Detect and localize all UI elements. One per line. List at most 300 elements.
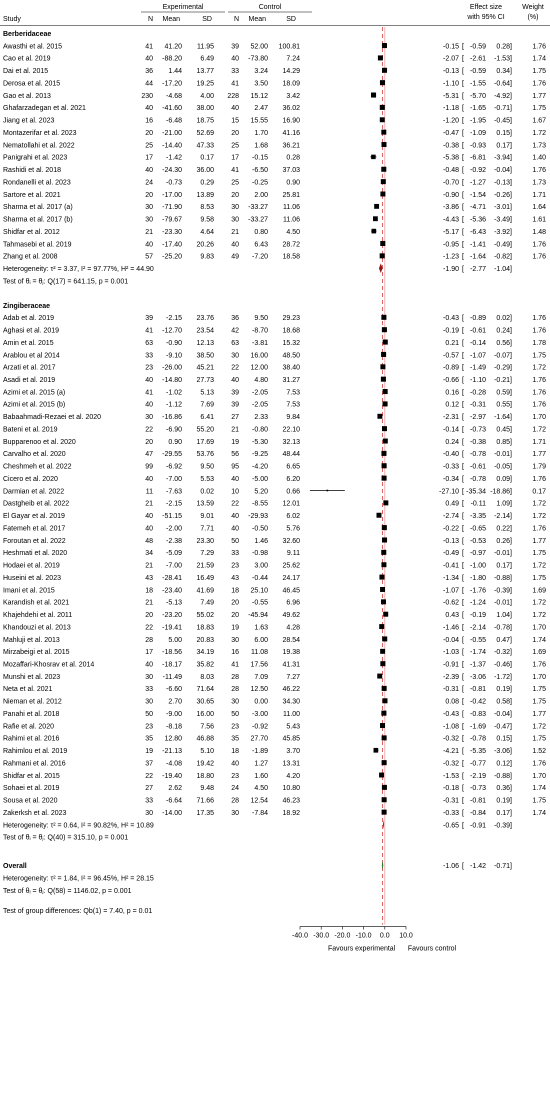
ci-lower: -1.76 <box>470 587 486 595</box>
ci-upper: -3.01] <box>494 204 512 212</box>
ci-upper: 0.36] <box>496 785 512 793</box>
ctrl-n: 41 <box>231 661 239 669</box>
ctrl-sd: 6.20 <box>286 475 300 483</box>
ci-upper: -0.71] <box>494 105 512 113</box>
exp-sd: 7.71 <box>200 525 214 533</box>
weight: 1.72 <box>532 129 546 137</box>
ctrl-sd: 14.29 <box>282 68 300 76</box>
exp-mean: -1.02 <box>166 389 182 397</box>
exp-n: 17 <box>145 154 153 162</box>
header-exp-n: N <box>147 16 153 23</box>
table-row <box>3 599 546 606</box>
ci-lower: -0.61 <box>470 463 486 471</box>
ci-bracket-open: [ <box>462 698 464 706</box>
ctrl-sd: 0.66 <box>286 488 300 496</box>
group-pooled-lower: -0.91 <box>470 822 486 830</box>
exp-sd: 13.89 <box>196 191 214 199</box>
weight: 1.69 <box>532 649 546 657</box>
ctrl-mean: -3.00 <box>252 710 268 718</box>
ctrl-sd: 13.31 <box>282 760 300 768</box>
exp-n: 30 <box>145 414 153 422</box>
ctrl-n: 23 <box>231 562 239 570</box>
ci-lower: -0.84 <box>470 809 486 817</box>
point-estimate-marker <box>381 130 386 135</box>
ctrl-mean: 0.80 <box>254 228 268 236</box>
ctrl-mean: -0.80 <box>252 426 268 434</box>
table-row <box>3 414 546 421</box>
ctrl-n: 228 <box>227 92 239 100</box>
ctrl-sd: 19.38 <box>282 649 300 657</box>
point-estimate-marker <box>382 525 387 530</box>
point-estimate-marker <box>380 105 385 110</box>
study-name: Babaahmadi-Rezaei et al. 2020 <box>3 414 102 422</box>
ci-bracket-open: [ <box>462 228 464 236</box>
weight: 1.73 <box>532 179 546 187</box>
weight: 1.76 <box>532 253 546 261</box>
point-estimate-marker <box>373 216 378 221</box>
exp-sd: 6.49 <box>200 55 214 63</box>
study-name: Arzati et al. 2017 <box>3 364 56 372</box>
ci-bracket-open: [ <box>462 661 464 669</box>
table-row <box>3 93 546 100</box>
ctrl-sd: 0.28 <box>286 154 300 162</box>
ci-upper: -0.04] <box>494 710 512 718</box>
ctrl-sd: 18.58 <box>282 253 300 261</box>
point-estimate-marker <box>377 414 382 419</box>
effect-size: -1.18 <box>443 105 459 113</box>
point-estimate-marker <box>382 68 387 73</box>
ci-lower: -0.93 <box>470 142 486 150</box>
table-row <box>3 80 546 87</box>
exp-n: 44 <box>145 80 153 88</box>
ctrl-sd: 11.06 <box>283 216 300 224</box>
ci-bracket-open: [ <box>462 191 464 199</box>
ci-upper: -3.49] <box>494 216 512 224</box>
ctrl-sd: 11.00 <box>283 710 300 718</box>
overall-homogeneity-test: Test of θᵢ = θⱼ: Q(58) = 1146.02, p = 0.001 <box>3 887 132 895</box>
ctrl-sd: 31.27 <box>282 376 300 384</box>
header-exp-sd: SD <box>202 16 212 23</box>
ci-bracket-open: [ <box>462 105 464 113</box>
ci-lower: -0.42 <box>470 698 486 706</box>
study-name: Awasthi et al. 2015 <box>3 43 63 51</box>
exp-n: 33 <box>145 686 153 694</box>
ctrl-n: 63 <box>231 339 239 347</box>
exp-sd: 8.03 <box>200 673 214 681</box>
study-name: Tahmasebi et al. 2019 <box>3 241 72 249</box>
table-row <box>3 327 546 334</box>
exp-mean: -21.00 <box>162 129 182 137</box>
table-row <box>3 711 546 718</box>
exp-sd: 17.35 <box>196 809 214 817</box>
ctrl-sd: 28.54 <box>282 636 300 644</box>
ctrl-n: 30 <box>231 352 239 360</box>
group-difference-test: Test of group differences: Qb(1) = 7.40, p = 0.01 <box>3 908 153 916</box>
effect-size: -0.66 <box>443 376 459 384</box>
study-name: Rashidi et al. 2018 <box>3 167 61 175</box>
exp-sd: 20.83 <box>196 636 214 644</box>
weight: 1.73 <box>532 142 546 150</box>
ci-lower: -1.55 <box>470 80 486 88</box>
ci-upper: 0.59] <box>496 389 512 397</box>
ci-bracket-open: [ <box>462 500 464 508</box>
table-row <box>3 562 546 569</box>
point-estimate-marker <box>371 155 375 159</box>
exp-mean: 0.90 <box>168 438 182 446</box>
weight: 1.72 <box>532 599 546 607</box>
ci-upper: -0.64] <box>494 80 512 88</box>
ci-lower: -1.41 <box>470 241 486 249</box>
study-name: Rahimlou et al. 2019 <box>3 748 68 756</box>
exp-n: 18 <box>145 587 153 595</box>
weight: 1.76 <box>532 327 546 335</box>
ctrl-mean: 4.50 <box>254 785 268 793</box>
weight: 1.72 <box>532 513 546 521</box>
point-estimate-marker <box>377 674 382 679</box>
ci-upper: -3.94] <box>494 154 512 162</box>
ctrl-mean: 0.00 <box>254 698 268 706</box>
table-row <box>3 451 546 458</box>
exp-sd: 46.88 <box>196 735 214 743</box>
weight: 1.76 <box>532 376 546 384</box>
table-row <box>3 352 546 359</box>
ci-lower: -4.71 <box>470 204 486 212</box>
ctrl-n: 28 <box>231 673 239 681</box>
ci-lower: -0.65 <box>470 525 486 533</box>
exp-n: 20 <box>145 129 153 137</box>
effect-size: -0.13 <box>443 537 459 545</box>
ctrl-sd: 100.81 <box>278 43 300 51</box>
ci-bracket-open: [ <box>462 179 464 187</box>
header-study: Study <box>3 16 21 23</box>
ctrl-sd: 28.72 <box>282 241 300 249</box>
ctrl-mean: 12.50 <box>250 686 268 694</box>
point-estimate-marker <box>372 229 377 234</box>
exp-sd: 5.10 <box>200 748 214 756</box>
ci-lower: -2.61 <box>470 55 486 63</box>
ci-upper: 0.02] <box>496 315 512 323</box>
ci-upper: -0.26] <box>494 191 512 199</box>
exp-mean: -14.00 <box>162 809 182 817</box>
point-estimate-marker <box>381 451 386 456</box>
study-name: Shidfar et al. 2015 <box>3 772 60 780</box>
exp-n: 20 <box>145 612 153 620</box>
ci-bracket-open: [ <box>462 710 464 718</box>
ci-lower: -0.55 <box>470 636 486 644</box>
study-name: Sharma et al. 2017 (b) <box>3 216 73 224</box>
ci-lower: -2.97 <box>470 414 486 422</box>
study-name: Rahmani et al. 2016 <box>3 760 66 768</box>
table-row <box>3 377 546 384</box>
point-estimate-marker <box>374 204 379 209</box>
ctrl-mean: 12.00 <box>250 364 268 372</box>
table-row <box>3 636 546 643</box>
exp-mean: -17.00 <box>162 191 182 199</box>
ci-bracket-open: [ <box>462 475 464 483</box>
table-row <box>3 167 546 174</box>
exp-n: 22 <box>145 624 153 632</box>
ctrl-mean: -0.25 <box>252 179 268 187</box>
point-estimate-marker <box>382 760 387 765</box>
point-estimate-marker <box>381 352 386 357</box>
exp-sd: 18.80 <box>196 772 214 780</box>
weight: 1.76 <box>532 475 546 483</box>
overall-effect: -1.06 <box>443 863 459 871</box>
study-name: Imani et al. 2015 <box>3 587 55 595</box>
effect-size: -1.08 <box>443 723 459 731</box>
exp-mean: -21.13 <box>162 748 182 756</box>
table-row <box>3 43 546 50</box>
ci-upper: -1.72] <box>494 673 512 681</box>
ctrl-n: 15 <box>231 117 239 125</box>
ctrl-n: 17 <box>231 154 239 162</box>
exp-n: 17 <box>145 649 153 657</box>
ctrl-sd: 5.43 <box>286 723 300 731</box>
ci-upper: 0.34] <box>496 68 512 76</box>
exp-sd: 12.13 <box>196 339 214 347</box>
table-row <box>3 204 546 211</box>
point-estimate-marker <box>380 241 385 246</box>
ci-lower: -1.74 <box>470 649 486 657</box>
effect-size: -2.07 <box>443 55 459 63</box>
ci-bracket-open: [ <box>462 129 464 137</box>
ctrl-mean: -8.70 <box>252 327 268 335</box>
exp-sd: 19.42 <box>196 760 214 768</box>
header-ctrl-n: N <box>233 16 239 23</box>
ci-bracket-open: [ <box>462 587 464 595</box>
group-heterogeneity: Heterogeneity: τ² = 0.64, I² = 90.82%, H² = 10.89 <box>3 822 154 830</box>
x-axis-tick-label: -30.0 <box>313 932 330 940</box>
ctrl-n: 35 <box>231 735 239 743</box>
exp-mean: -9.10 <box>166 352 182 360</box>
ctrl-sd: 36.02 <box>282 105 300 113</box>
exp-mean: -23.20 <box>162 612 182 620</box>
ctrl-n: 27 <box>231 414 239 422</box>
effect-size: -5.38 <box>443 154 459 162</box>
ctrl-mean: -3.81 <box>252 339 268 347</box>
point-estimate-marker <box>379 773 384 778</box>
ci-lower: -1.49 <box>470 364 486 372</box>
effect-size: -2.74 <box>443 513 459 521</box>
header-effect-size: Effect size <box>469 4 503 11</box>
header-weight-unit: (%) <box>527 14 539 21</box>
study-name: Panigrahi et al. 2023 <box>3 154 68 162</box>
exp-n: 40 <box>145 241 153 249</box>
ctrl-mean: -0.50 <box>252 525 268 533</box>
ci-upper: 0.17] <box>496 809 512 817</box>
point-estimate-marker <box>376 513 381 518</box>
effect-size: 0.12 <box>445 401 459 409</box>
point-estimate-marker <box>374 748 379 753</box>
exp-n: 21 <box>145 599 153 607</box>
ci-bracket-open: [ <box>462 723 464 731</box>
ctrl-sd: 0.90 <box>286 179 300 187</box>
ci-bracket-open: [ <box>462 315 464 323</box>
point-estimate-marker <box>381 599 386 604</box>
exp-sd: 5.13 <box>200 389 214 397</box>
ci-bracket-open: [ <box>462 735 464 743</box>
exp-n: 30 <box>145 673 153 681</box>
ctrl-n: 49 <box>231 253 239 261</box>
effect-size: -0.41 <box>443 562 459 570</box>
table-row <box>3 810 546 817</box>
ctrl-mean: -9.25 <box>252 451 268 459</box>
ctrl-sd: 32.13 <box>282 438 300 446</box>
ci-upper: 0.19] <box>496 686 512 694</box>
point-estimate-marker <box>380 587 385 592</box>
ci-lower: -1.64 <box>470 253 486 261</box>
ctrl-n: 43 <box>231 574 239 582</box>
exp-n: 47 <box>145 451 153 459</box>
ctrl-sd: 12.01 <box>282 500 300 508</box>
ctrl-mean: -1.89 <box>252 748 268 756</box>
point-estimate-marker <box>383 612 388 617</box>
ctrl-mean: 1.68 <box>254 142 268 150</box>
ci-upper: -3.06] <box>494 748 512 756</box>
exp-n: 40 <box>145 376 153 384</box>
ci-upper: 0.15] <box>496 735 512 743</box>
ci-upper: 0.47] <box>496 636 512 644</box>
effect-size: 0.16 <box>445 389 459 397</box>
ctrl-n: 28 <box>231 686 239 694</box>
ctrl-mean: -29.93 <box>248 513 268 521</box>
study-name: Shidfar et al. 2012 <box>3 228 60 236</box>
table-row <box>3 241 546 248</box>
ctrl-n: 22 <box>231 500 239 508</box>
ctrl-mean: 12.54 <box>250 797 268 805</box>
ci-lower: -0.97 <box>470 550 486 558</box>
exp-n: 21 <box>145 228 153 236</box>
study-name: Ghafarzadegan et al. 2021 <box>3 105 86 113</box>
study-name: Montazerifar et al. 2023 <box>3 129 77 137</box>
group-heterogeneity: Heterogeneity: τ² = 3.37, I² = 97.77%, H² = 44.90 <box>3 266 154 274</box>
exp-mean: -9.00 <box>166 710 182 718</box>
table-row <box>3 649 546 656</box>
ci-upper: -1.64] <box>494 414 512 422</box>
point-estimate-marker <box>380 253 385 258</box>
ctrl-mean: 2.47 <box>254 105 268 113</box>
exp-mean: -8.18 <box>166 723 182 731</box>
ctrl-n: 42 <box>231 327 239 335</box>
ci-bracket-open: [ <box>462 204 464 212</box>
ci-upper: 0.45] <box>496 426 512 434</box>
ctrl-mean: 11.08 <box>251 649 268 657</box>
weight: 1.75 <box>532 735 546 743</box>
ci-bracket-open: [ <box>462 216 464 224</box>
effect-size: -0.32 <box>443 735 459 743</box>
ci-upper: -0.01] <box>494 550 512 558</box>
ctrl-mean: 52.00 <box>250 43 268 51</box>
study-name: Jiang et al. 2023 <box>3 117 55 125</box>
exp-sd: 11.95 <box>197 43 214 51</box>
ctrl-sd: 41.16 <box>282 129 300 137</box>
exp-n: 33 <box>145 352 153 360</box>
effect-size: -0.47 <box>443 129 459 137</box>
point-estimate-marker <box>382 636 387 641</box>
exp-n: 50 <box>145 710 153 718</box>
ci-lower: -0.92 <box>470 167 486 175</box>
weight: 1.75 <box>532 686 546 694</box>
exp-mean: -23.30 <box>162 228 182 236</box>
exp-n: 40 <box>145 475 153 483</box>
table-row <box>3 575 546 582</box>
ci-lower: -1.37 <box>470 661 486 669</box>
ci-bracket-open: [ <box>462 253 464 261</box>
exp-n: 35 <box>145 735 153 743</box>
exp-mean: -14.80 <box>162 376 182 384</box>
ctrl-n: 39 <box>231 43 239 51</box>
ctrl-mean: -73.80 <box>248 55 268 63</box>
point-estimate-marker <box>382 476 387 481</box>
ctrl-sd: 18.68 <box>282 327 300 335</box>
point-estimate-marker <box>381 377 386 382</box>
ctrl-sd: 46.45 <box>282 587 300 595</box>
ci-lower: -1.80 <box>470 574 486 582</box>
study-name: Rafie et al. 2020 <box>3 723 54 731</box>
ctrl-n: 24 <box>231 785 239 793</box>
header-ci: with 95% CI <box>467 14 505 21</box>
effect-size: -0.18 <box>443 785 459 793</box>
study-name: Cao et al. 2019 <box>3 55 51 63</box>
effect-size: -2.39 <box>443 673 459 681</box>
weight: 1.72 <box>532 562 546 570</box>
ci-bracket-open: [ <box>462 673 464 681</box>
table-row <box>3 340 546 347</box>
ctrl-mean: 15.12 <box>250 92 268 100</box>
ctrl-sd: 37.03 <box>282 167 300 175</box>
ctrl-sd: 36.21 <box>282 142 300 150</box>
exp-sd: 9.48 <box>200 785 214 793</box>
study-name: Zakerksh et al. 2023 <box>3 809 67 817</box>
table-row <box>3 797 546 804</box>
effect-size: -0.48 <box>443 167 459 175</box>
group-pooled-effect: -0.65 <box>443 822 459 830</box>
ctrl-n: 25 <box>231 179 239 187</box>
point-estimate-marker <box>380 117 385 122</box>
exp-sd: 23.30 <box>196 537 214 545</box>
ci-bracket-open: [ <box>462 636 464 644</box>
exp-sd: 45.21 <box>196 364 214 372</box>
group-pooled-effect: -1.90 <box>443 266 459 274</box>
ctrl-mean: 25.10 <box>250 587 268 595</box>
ci-bracket-open: [ <box>462 488 464 496</box>
exp-mean: -4.68 <box>166 92 182 100</box>
exp-sd: 21.59 <box>196 562 214 570</box>
point-estimate-marker <box>381 711 386 716</box>
ctrl-n: 28 <box>231 797 239 805</box>
point-estimate-marker <box>382 327 387 332</box>
ctrl-mean: -2.05 <box>252 401 268 409</box>
exp-n: 41 <box>145 327 153 335</box>
exp-n: 63 <box>145 339 153 347</box>
exp-mean: -19.41 <box>162 624 182 632</box>
exp-sd: 9.01 <box>200 513 214 521</box>
ctrl-mean: 1.46 <box>254 537 268 545</box>
weight: 1.76 <box>532 760 546 768</box>
ctrl-sd: 29.23 <box>282 315 300 323</box>
ci-lower: -35.34 <box>466 488 486 496</box>
ci-lower: -0.53 <box>470 537 486 545</box>
ctrl-sd: 46.22 <box>282 686 300 694</box>
exp-mean: -18.17 <box>162 661 182 669</box>
study-name: Gao et al. 2013 <box>3 92 51 100</box>
weight: 1.72 <box>532 723 546 731</box>
weight: 1.76 <box>532 167 546 175</box>
ci-upper: -0.88] <box>494 772 512 780</box>
ctrl-mean: -0.44 <box>252 574 268 582</box>
point-estimate-marker <box>381 550 386 555</box>
ci-lower: -0.78 <box>470 475 486 483</box>
